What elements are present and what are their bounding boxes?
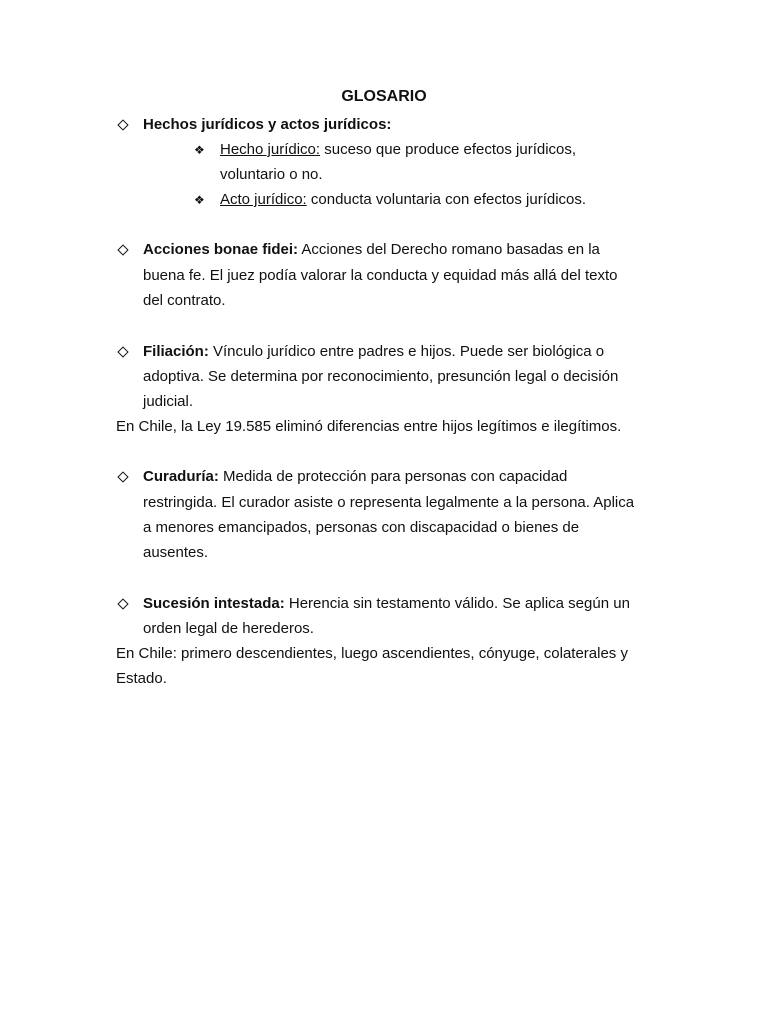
term-sucesion: Sucesión intestada: — [143, 595, 285, 612]
entry-filiacion-line3: judicial. — [143, 393, 194, 410]
subterm-hecho-text: suceso que produce efectos jurídicos, — [320, 141, 577, 158]
entry-filiacion-line2: adoptiva. Se determina por reconocimiento, presunción legal o decisión — [143, 368, 619, 385]
page-title: GLOSARIO — [341, 88, 427, 105]
entry-acciones-text: Acciones del Derecho romano basadas en la — [298, 241, 600, 258]
term-curaduria: Curaduría: — [143, 468, 219, 485]
entry-curaduria-line3: a menores emancipados, personas con discapacidad o bienes de — [143, 519, 580, 536]
diamond-bullet-icon — [118, 467, 127, 487]
entry-curaduria-line2: restringida. El curador asiste o representa legalmente a la persona. Aplica — [143, 494, 635, 511]
diamond-bullet-icon — [118, 240, 127, 260]
subterm-hecho-juridico — [220, 140, 576, 160]
subterm-acto-juridico — [220, 190, 586, 210]
diamond-bullet-icon — [118, 594, 127, 614]
entry-sucesion-text: Herencia sin testamento válido. Se aplica según un — [284, 595, 630, 612]
entry-filiacion-line1 — [143, 342, 604, 362]
note-filiacion-chile: En Chile, la Ley 19.585 eliminó diferencias entre hijos legítimos e ilegítimos. — [116, 418, 622, 435]
entry-curaduria-line4: ausentes. — [143, 544, 209, 561]
entry-acciones-line2: buena fe. El juez podía valorar la conducta y equidad más allá del texto — [143, 267, 618, 284]
entry-filiacion-text: Vínculo jurídico entre padres e hijos. Puede ser biológica o — [208, 343, 605, 360]
term-filiacion: Filiación: — [143, 343, 209, 360]
subterm-hecho-text-line2: voluntario o no. — [220, 166, 323, 183]
entry-curaduria-line1 — [143, 467, 567, 487]
entry-sucesion-line1 — [143, 594, 630, 614]
diamond-bullet-icon — [118, 342, 127, 362]
subterm-hecho-label: Hecho jurídico: — [220, 141, 321, 158]
subterm-acto-label: Acto jurídico: — [220, 191, 307, 208]
note-sucesion-chile-line1: En Chile: primero descendientes, luego ascendientes, cónyuge, colaterales y — [116, 645, 628, 662]
note-sucesion-chile-line2: Estado. — [116, 670, 167, 687]
diamond-star-bullet-icon: ❖ — [194, 143, 205, 157]
term-hechos: Hechos jurídicos y actos jurídicos: — [143, 116, 392, 133]
diamond-star-bullet-icon: ❖ — [194, 193, 205, 207]
subterm-acto-text: conducta voluntaria con efectos jurídicos. — [306, 191, 587, 208]
term-acciones: Acciones bonae fidei: — [143, 241, 299, 258]
diamond-bullet-icon — [118, 115, 127, 135]
entry-sucesion-line2: orden legal de herederos. — [143, 620, 314, 637]
entry-acciones-line3: del contrato. — [143, 292, 226, 309]
entry-curaduria-text: Medida de protección para personas con capacidad — [218, 468, 568, 485]
entry-acciones-line1 — [143, 240, 600, 260]
